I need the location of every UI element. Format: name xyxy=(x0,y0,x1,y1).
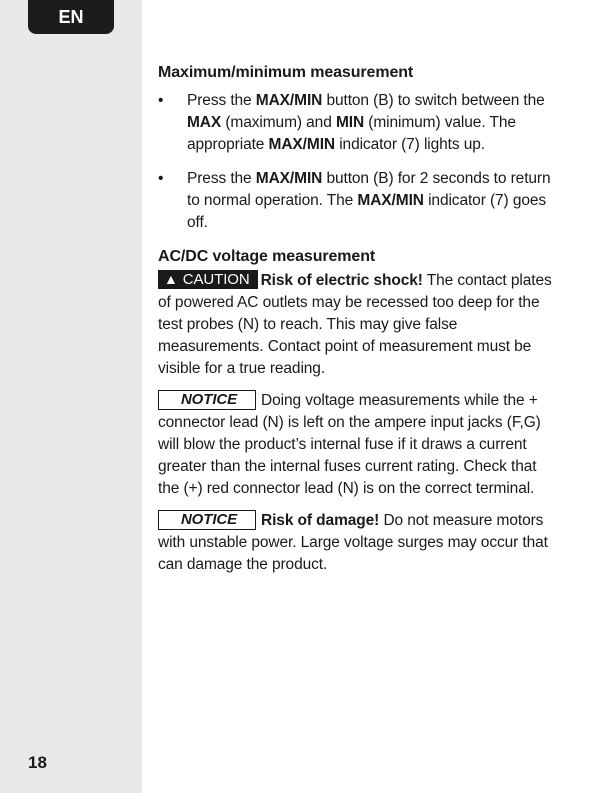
section-heading-maxmin: Maximum/minimum measurement xyxy=(158,64,414,81)
maxmin-instructions xyxy=(158,90,558,234)
caution-label: CAUTION xyxy=(182,271,250,288)
text-bold: MAX/MIN xyxy=(255,92,323,109)
page-number: 18 xyxy=(28,753,47,772)
notice-paragraph-2 xyxy=(158,510,558,576)
list-item xyxy=(158,168,558,234)
text: Press the xyxy=(187,170,256,187)
text: Press the xyxy=(187,92,256,109)
text: button (B) to switch between the xyxy=(322,92,545,109)
caution-badge xyxy=(158,270,258,289)
text: indicator (7) lights up. xyxy=(335,136,485,153)
sidebar xyxy=(0,0,142,793)
notice-text: Do not measure motors with unstable power. Large voltage surges may occur that can damage the product. xyxy=(158,512,548,573)
text-bold: MIN xyxy=(335,114,365,131)
bullet-icon: • xyxy=(158,92,164,109)
bullet-icon: • xyxy=(158,170,164,187)
list-item xyxy=(158,90,558,156)
notice-badge: NOTICE xyxy=(158,390,256,410)
section-heading-voltage: AC/DC voltage measurement xyxy=(158,248,376,265)
warning-triangle-icon: ▲ xyxy=(164,271,178,287)
text: (maximum) and xyxy=(221,114,336,131)
caution-lead: Risk of electric shock! xyxy=(260,272,423,289)
caution-paragraph xyxy=(158,270,558,380)
language-tab: EN xyxy=(28,0,114,34)
notice-text: Doing voltage measurements while the + connector lead (N) is left on the ampere input jacks (F,G) will blow the product’s internal fuse if it draws a current greater than the internal fuses current rating. Check that the (+) red connector lead (N) is on the correct terminal. xyxy=(158,392,541,497)
notice-badge: NOTICE xyxy=(158,510,256,530)
page-content xyxy=(158,62,558,576)
text-bold: MAX/MIN xyxy=(357,192,424,209)
notice-paragraph-1 xyxy=(158,390,558,500)
text: button (B) for 2 seconds to return to normal operation. The xyxy=(187,170,551,209)
notice-lead: Risk of damage! xyxy=(261,512,380,529)
text-bold: MAX xyxy=(187,114,222,131)
text: indicator (7) goes off. xyxy=(187,192,547,231)
section-voltage xyxy=(158,246,558,576)
caution-text: The contact plates of powered AC outlets may be recessed too deep for the test probes (N) to reach. This may give false measurements. Contact point of measurement must be visible for a true reading. xyxy=(158,272,552,377)
text-bold: MAX/MIN xyxy=(268,136,335,153)
text: (minimum) value. The appropriate xyxy=(187,114,516,153)
text-bold: MAX/MIN xyxy=(255,170,323,187)
